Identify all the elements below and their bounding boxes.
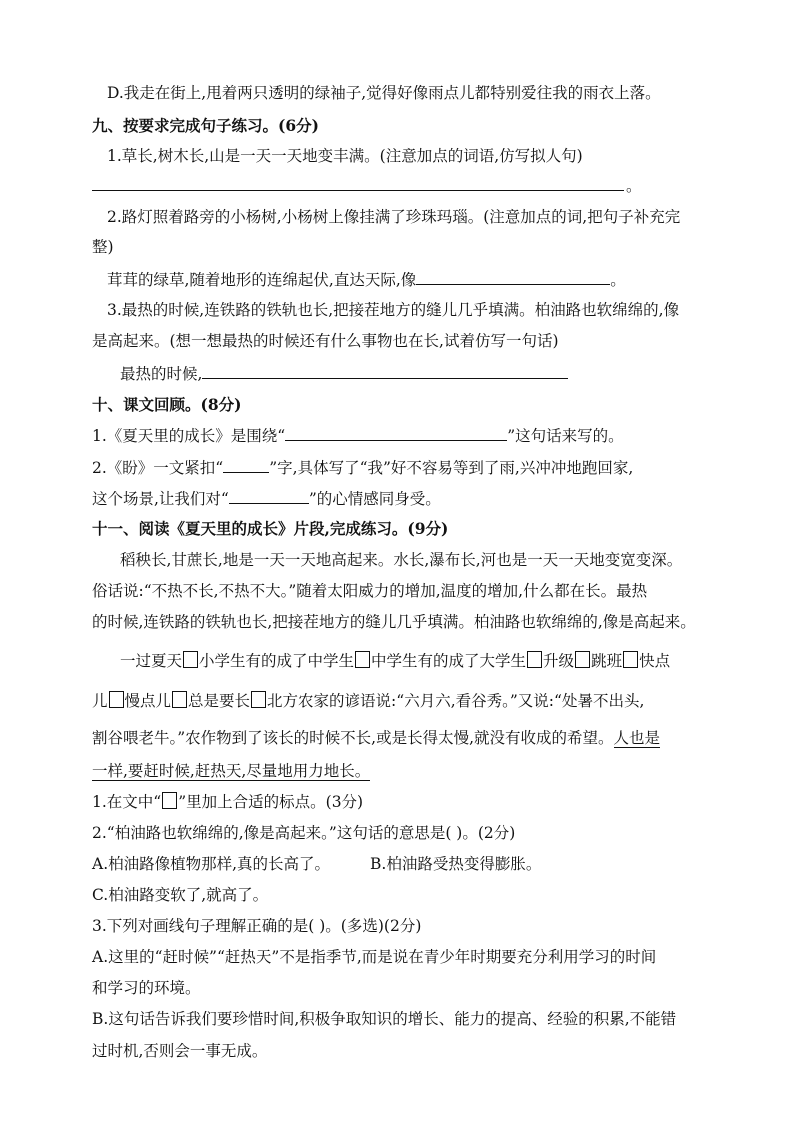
- underlined-sentence: 人也是: [613, 729, 661, 747]
- s9-question-3: 3.最热的时候,连铁路的铁轨也长,把接茬地方的缝儿几乎填满。柏油路也软绵绵的,像: [107, 301, 680, 319]
- s10-question-1: 1.《夏天里的成长》是围绕“ ”这句话来写的。: [92, 424, 704, 447]
- punct-box-sample: [162, 792, 177, 809]
- s9-q1-period: 。: [626, 177, 642, 195]
- r-question-2: 2.“柏油路也软绵绵的,像是高起来。”这句话的意思是( )。(2分): [92, 824, 516, 842]
- s9-question-3-cont: 是高起来。(想一想最热的时候还有什么事物也在长,试着仿写一句话): [92, 332, 559, 350]
- punct-box[interactable]: [355, 651, 370, 668]
- r-q3-option-b: B.这句话告诉我们要珍惜时间,积极争取知识的增长、能力的提高、经验的积累,不能错: [92, 1010, 677, 1028]
- r-q2-option-b: B.柏油路受热变得膨胀。: [370, 855, 542, 873]
- punct-box[interactable]: [575, 651, 590, 668]
- underlined-sentence: 一样,要赶时候,赶热天,尽量地用力地长。: [92, 762, 371, 780]
- s9-question-2: 2.路灯照着路旁的小杨树,小杨树上像挂满了珍珠玛瑙。(注意加点的词,把句子补充完: [107, 208, 681, 226]
- passage-p2-line3: 割谷喂老牛。”农作物到了该长的时候不长,或是长得太慢,就没有收成的希望。人也是: [92, 729, 661, 747]
- s10-q2-blank-1[interactable]: [223, 456, 269, 473]
- passage-p1-line2: 俗话说:“不热不长,不热不大。”随着太阳威力的增加,温度的增加,什么都在长。最热: [92, 582, 648, 600]
- passage-p2-line2: 儿 慢点儿 总是要长 北方农家的谚语说:“六月六,看谷秀。”又说:“处暑不出头,: [92, 692, 645, 710]
- punct-box[interactable]: [251, 691, 266, 708]
- s10-question-2-cont: 这个场景,让我们对“ ”的心情感同身受。: [92, 487, 704, 510]
- s9-question-2-cont: 整): [92, 238, 114, 256]
- s9-question-1: 1.草长,树木长,山是一天一天地变丰满。(注意加点的词语,仿写拟人句): [107, 147, 583, 165]
- passage-p1-line3: 的时候,连铁路的铁轨也长,把接茬地方的缝儿几乎填满。柏油路也软绵绵的,像是高起来。: [92, 613, 696, 631]
- r-question-1: 1.在文中“ ”里加上合适的标点。(3分): [92, 793, 364, 811]
- section-11-title: 十一、阅读《夏天里的成长》片段,完成练习。(9分): [92, 519, 449, 538]
- passage-p2-line4: [92, 760, 704, 782]
- r-q3-option-a: A.这里的“赶时候”“赶热天”不是指季节,而是说在青少年时期要充分利用学习的时间: [92, 948, 657, 966]
- passage-p2-line1: 一过夏天 小学生有的成了中学生 中学生有的成了大学生 升级 跳班 快点: [120, 652, 671, 670]
- r-q3-option-b-cont: 过时机,否则会一事无成。: [92, 1042, 268, 1060]
- s9-q2-period: 。: [610, 271, 626, 289]
- s10-q1-blank[interactable]: [285, 424, 507, 441]
- s10-question-2: 2.《盼》一文紧扣“ ”字,具体写了“我”好不容易等到了雨,兴冲冲地跑回家,: [92, 456, 704, 479]
- r-question-3: 3.下列对画线句子理解正确的是( )。(多选)(2分): [92, 917, 422, 935]
- r-q2-option-a: A.柏油路像植物那样,真的长高了。: [92, 855, 331, 873]
- section-9-title: 九、按要求完成句子练习。(6分): [92, 116, 319, 135]
- punct-box[interactable]: [527, 651, 542, 668]
- section-10-title: 十、课文回顾。(8分): [92, 395, 242, 414]
- punct-box[interactable]: [623, 651, 638, 668]
- option-d-line: D.我走在街上,甩着两只透明的绿袖子,觉得好像雨点儿都特别爱往我的雨衣上落。: [107, 84, 661, 102]
- punct-box[interactable]: [183, 651, 198, 668]
- r-q3-option-a-cont: 和学习的环境。: [92, 979, 201, 997]
- r-q2-option-c: C.柏油路变软了,就高了。: [92, 886, 269, 904]
- passage-p1-line1: 稻秧长,甘蔗长,地是一天一天地高起来。水长,瀑布长,河也是一天一天地变宽变深。: [120, 551, 683, 569]
- s9-q3-prefix: 最热的时候,: [120, 365, 203, 383]
- s9-q1-answer-line[interactable]: [92, 190, 624, 191]
- s9-q2-prefix: 茸茸的绿草,随着地形的连绵起伏,直达天际,像: [107, 271, 417, 289]
- s9-q2-fill-line: [107, 268, 704, 291]
- s9-q3-blank[interactable]: [202, 362, 568, 379]
- punct-box[interactable]: [109, 691, 124, 708]
- punct-box[interactable]: [172, 691, 187, 708]
- s9-q2-blank[interactable]: [416, 268, 610, 285]
- s9-q3-fill-line: [120, 362, 704, 385]
- s10-q2-blank-2[interactable]: [229, 487, 309, 504]
